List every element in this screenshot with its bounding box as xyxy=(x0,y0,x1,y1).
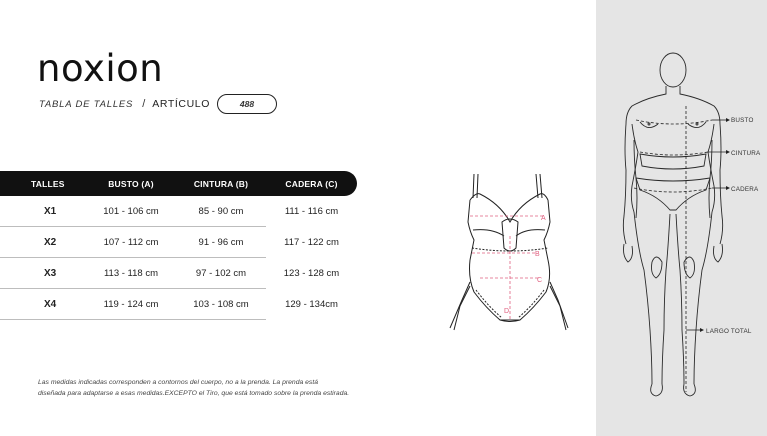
cell-cadera: 129 - 134cm xyxy=(285,298,338,310)
left-leg-outer xyxy=(634,212,652,384)
label-largo-total: LARGO TOTAL xyxy=(706,328,752,335)
label-cadera: CADERA xyxy=(731,186,759,193)
right-strap xyxy=(536,174,538,198)
body-measurement-panel xyxy=(596,0,767,436)
cadera-line xyxy=(634,188,712,192)
right-leg-inner xyxy=(676,214,684,384)
brand-logo: noxion xyxy=(37,47,164,90)
garment-label-a: A xyxy=(541,215,546,222)
left-foot xyxy=(651,384,663,396)
brief xyxy=(636,178,710,210)
cell-cintura: 97 - 102 cm xyxy=(176,258,266,289)
garment-label-d: D xyxy=(504,308,510,315)
body-outline xyxy=(470,260,550,320)
label-cintura: CINTURA xyxy=(731,150,761,157)
head xyxy=(660,53,686,87)
right-leg-outer xyxy=(694,212,712,384)
busto-line xyxy=(636,120,712,124)
cell-cintura: 91 - 96 cm xyxy=(176,227,266,258)
disclaimer xyxy=(38,378,458,399)
header-cintura: CINTURA (B) xyxy=(176,171,266,196)
cell-cadera: 111 - 116 cm xyxy=(284,205,339,217)
article-number-badge: 488 xyxy=(217,94,277,114)
size-table xyxy=(0,171,357,320)
subtitle xyxy=(39,93,277,115)
right-foot xyxy=(684,384,696,396)
table-row xyxy=(0,289,357,320)
cell-busto: 107 - 112 cm xyxy=(86,227,176,258)
table-row xyxy=(0,227,357,258)
size-chart-label: TABLA DE TALLES xyxy=(39,98,134,110)
cell-talle: X3 xyxy=(0,258,86,289)
left-strap xyxy=(473,174,474,198)
table-row xyxy=(0,258,357,289)
left-shoulder xyxy=(626,86,666,124)
cell-busto: 113 - 118 cm xyxy=(86,258,176,289)
garment-label-c: C xyxy=(537,277,543,284)
bra-band xyxy=(640,154,706,169)
cups-outline xyxy=(470,194,548,222)
article-label: ARTÍCULO xyxy=(152,98,210,110)
left-hand xyxy=(624,244,633,262)
table-row xyxy=(0,196,357,227)
cell-busto: 101 - 106 cm xyxy=(86,196,176,227)
right-arm xyxy=(720,124,723,244)
left-leg-inner xyxy=(662,214,670,384)
separator: / xyxy=(142,98,146,110)
cell-cadera: 123 - 128 cm xyxy=(283,267,340,279)
header-cadera: CADERA (C) xyxy=(266,171,357,196)
disclaimer-line-2: diseñada para adaptarse a esas medidas.EXCEPTO el Tiro, que está tomado sobre la prenda estirada. xyxy=(38,389,350,397)
cell-busto: 119 - 124 cm xyxy=(86,289,176,320)
cell-talle: X1 xyxy=(0,196,86,227)
label-busto: BUSTO xyxy=(731,117,754,124)
cell-cintura: 103 - 108 cm xyxy=(176,289,266,320)
cell-cadera: 117 - 122 cm xyxy=(284,236,339,248)
header-busto: BUSTO (A) xyxy=(86,171,176,196)
body-figure xyxy=(596,0,767,436)
right-hand xyxy=(714,244,723,262)
cell-talle: X2 xyxy=(0,227,86,258)
garment-diagram xyxy=(440,170,580,335)
cintura-line xyxy=(640,152,708,155)
cell-talle: X4 xyxy=(0,289,86,320)
garment-label-b: B xyxy=(535,251,540,258)
header-talles: TALLES xyxy=(0,171,86,196)
left-arm xyxy=(623,124,626,244)
table-header-row xyxy=(0,171,357,196)
disclaimer-line-1: Las medidas indicadas corresponden a contornos del cuerpo, no a la prenda. La prenda está xyxy=(38,379,318,386)
cell-cintura: 85 - 90 cm xyxy=(176,196,266,227)
